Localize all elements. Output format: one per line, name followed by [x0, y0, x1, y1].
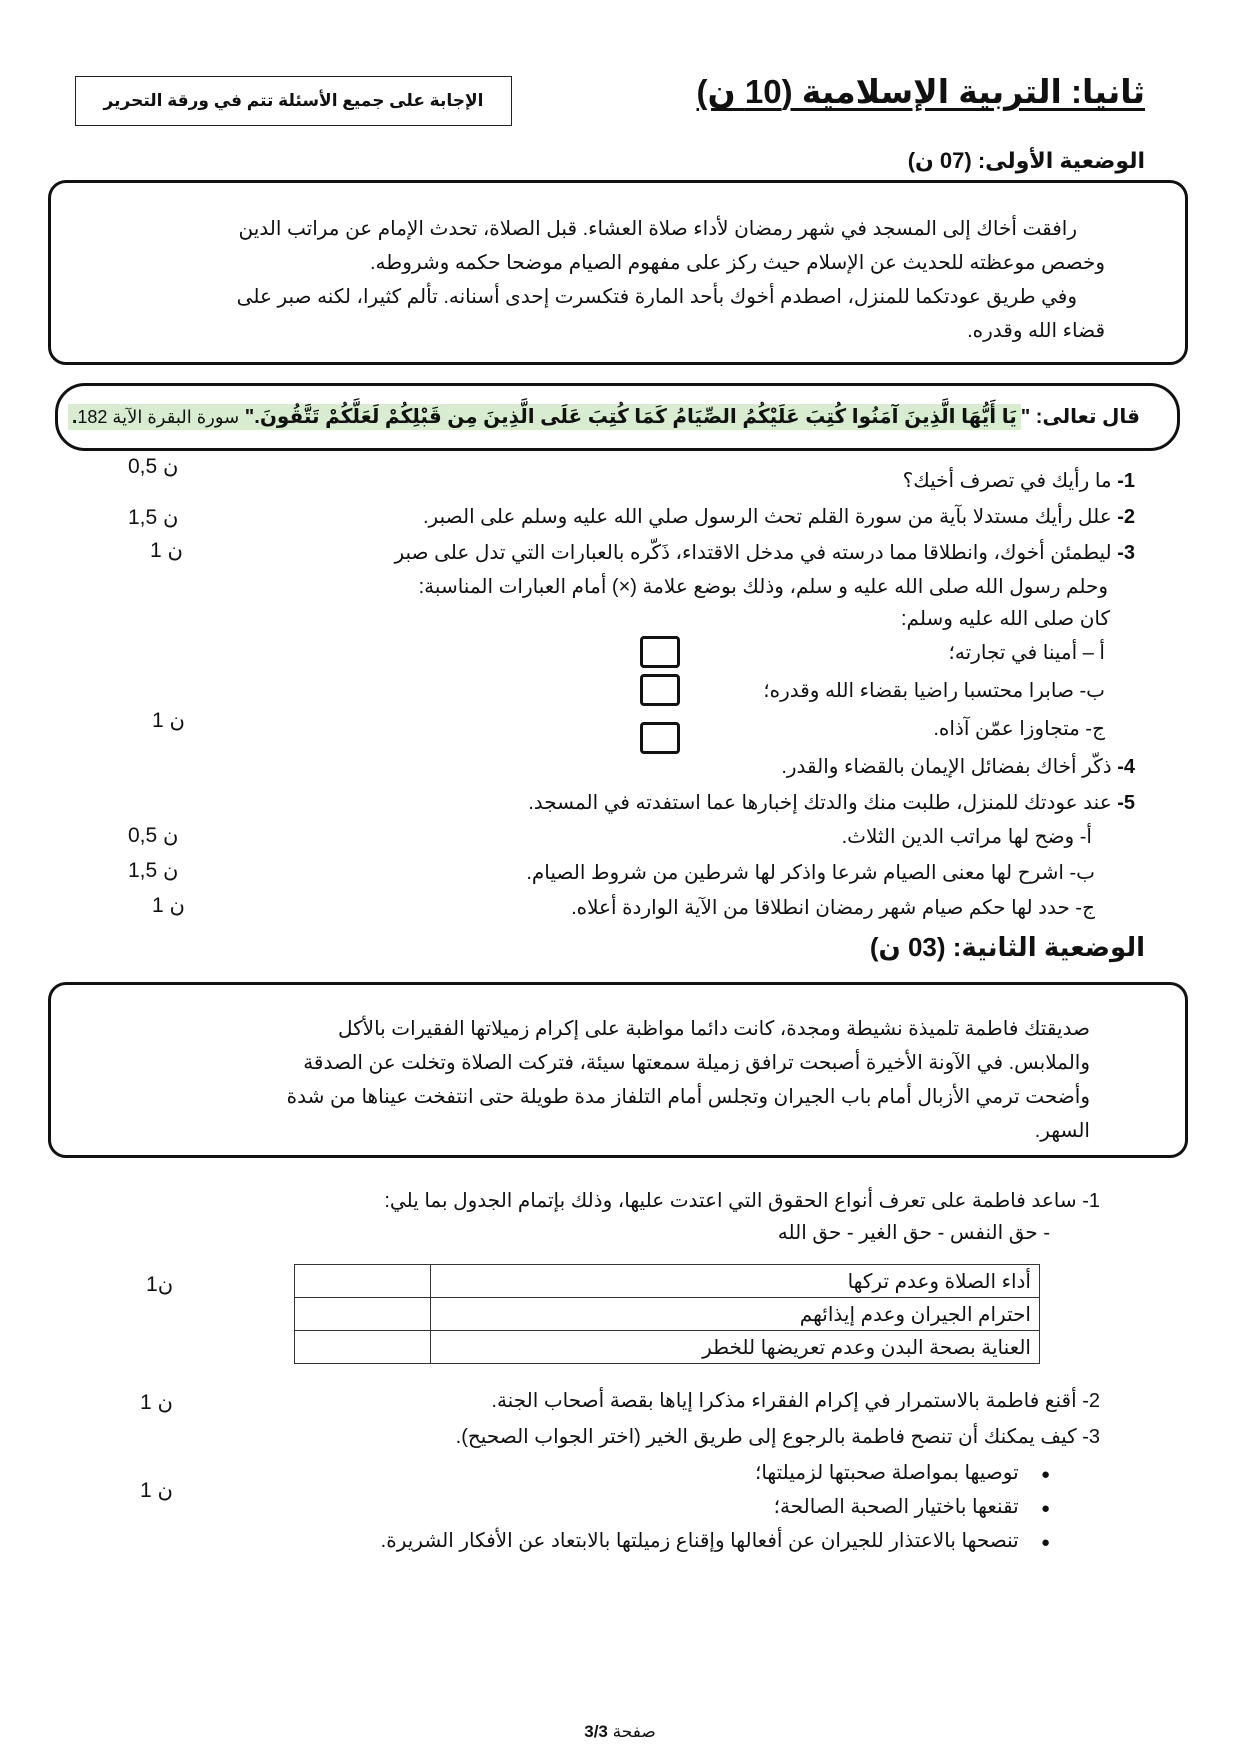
situation2-text: [150, 1012, 1090, 1148]
text-line: وخصص موعظته للحديث عن الإسلام حيث ركز على مفهوم الصيام موضحا حكمه وشروطه.: [370, 252, 1105, 274]
question-3-continued: وحلم رسول الله صلى الله عليه و سلم، وذلك بوضع علامة (×) أمام العبارات المناسبة:: [418, 576, 1108, 598]
text-line: صديقتك فاطمة تلميذة نشيطة ومجدة، كانت دائما مواظبة على إكرام زميلاتها الفقيرات بالأكل: [338, 1018, 1090, 1040]
text-line: وفي طريق عودتكما للمنزل، اصطدم أخوك بأحد المارة فتكسرت إحدى أسنانه. تألم كثيرا، لكنه صبر على: [236, 286, 1077, 308]
score-q3: 1 ن: [150, 539, 183, 562]
score-q5c: 1 ن: [152, 894, 185, 917]
score-q5a: 0,5 ن: [128, 824, 179, 847]
page-title: ثانيا: التربية الإسلامية (10 ن): [696, 73, 1145, 110]
table-row: [295, 1298, 1040, 1331]
page-number: 3/3: [584, 1722, 608, 1741]
bullet-icon: ●: [1040, 1500, 1050, 1517]
table-cell-item: احترام الجيران وعدم إيذائهم: [430, 1298, 1039, 1331]
text-line: وأضحت ترمي الأزبال أمام باب الجيران وتجلس أمام التلفاز مدة طويلة حتى انتفخت عيناها من شدة: [286, 1086, 1090, 1108]
option-b: ب- صابرا محتسبا راضيا بقضاء الله وقدره؛: [763, 680, 1105, 702]
score-q5b: 1,5 ن: [128, 859, 179, 882]
s2-question-3: 3- كيف يمكنك أن تنصح فاطمة بالرجوع إلى طريق الخير (اختر الجواب الصحيح).: [455, 1426, 1100, 1448]
verse-text: يَا أَيُّهَا الَّذِينَ آمَنُوا كُتِبَ عَلَيْكُمُ الصِّيَامُ كَمَا كُتِبَ عَلَى الَّذِينَ مِن قَبْلِكُمْ لَعَلَّكُمْ تَتَّقُونَ.: [254, 406, 1017, 428]
score-s2-q1: 1ن: [146, 1273, 174, 1296]
s2-question-1: 1- ساعد فاطمة على تعرف أنواع الحقوق التي اعتدت عليها، وذلك بإتمام الجدول بما يلي:: [384, 1190, 1100, 1212]
verse-close: ": [239, 406, 255, 428]
bullet-icon: ●: [1040, 1466, 1050, 1483]
situation1-title: الوضعية الأولى: (07 ن): [907, 148, 1145, 173]
choice-2: ● تقنعها باختيار الصحبة الصالحة؛: [773, 1496, 1050, 1518]
text-line: والملابس. في الآونة الأخيرة أصبحت ترافق زميلة سمعتها سيئة، فتركت الصلاة وتخلت عن الصدقة: [303, 1052, 1090, 1074]
question-2: 2- علل رأيك مستدلا بآية من سورة القلم تحث الرسول صلي الله عليه وسلم على الصبر.: [423, 506, 1135, 528]
option-a: أ – أمينا في تجارته؛: [948, 642, 1105, 664]
verse-line: [68, 404, 1140, 429]
table-cell-answer[interactable]: [295, 1265, 431, 1298]
question-5c: ج- حدد لها حكم صيام شهر رمضان انطلاقا من الآية الواردة أعلاه.: [571, 897, 1095, 919]
table-cell-item: أداء الصلاة وعدم تركها: [430, 1265, 1039, 1298]
checkbox-option-c[interactable]: [640, 722, 680, 754]
rights-list: - حق النفس - حق الغير - حق الله: [777, 1222, 1050, 1244]
verse-intro: قال تعالى: ": [1020, 406, 1140, 428]
rights-table: [294, 1264, 1040, 1364]
s2-question-2: 2- أقنع فاطمة بالاستمرار في إكرام الفقراء مذكرا إياها بقصة أصحاب الجنة.: [491, 1390, 1100, 1412]
score-q2: 1,5 ن: [128, 506, 179, 529]
table-cell-answer[interactable]: [295, 1298, 431, 1331]
question-3-stem: كان صلى الله عليه وسلم:: [900, 608, 1110, 630]
score-s2-q2: 1 ن: [140, 1391, 173, 1414]
instruction-note: الإجابة على جميع الأسئلة تتم في ورقة التحرير: [75, 76, 512, 126]
choice-3: ● تنصحها بالاعتذار للجيران عن أفعالها وإقناع زميلتها بالابتعاد عن الأفكار الشريرة.: [380, 1530, 1050, 1552]
table-cell-answer[interactable]: [295, 1331, 431, 1364]
situation2-title: الوضعية الثانية: (03 ن): [869, 932, 1145, 962]
verse-source: سورة البقرة الآية 182: [77, 407, 240, 427]
checkbox-option-b[interactable]: [640, 674, 680, 706]
bullet-icon: ●: [1040, 1534, 1050, 1551]
verse-end: .: [71, 406, 78, 428]
question-4: 4- ذكّر أخاك بفضائل الإيمان بالقضاء والقدر.: [781, 756, 1135, 778]
score-q4: 1 ن: [152, 709, 185, 732]
text-line: رافقت أخاك إلى المسجد في شهر رمضان لأداء صلاة العشاء. قبل الصلاة، تحدث الإمام عن مراتب الدين: [238, 218, 1077, 240]
choice-1: ● توصيها بمواصلة صحبتها لزميلتها؛: [754, 1462, 1050, 1484]
table-cell-item: العناية بصحة البدن وعدم تعريضها للخطر: [430, 1331, 1039, 1364]
checkbox-option-a[interactable]: [640, 636, 680, 668]
text-line: السهر.: [1034, 1120, 1090, 1142]
question-5b: ب- اشرح لها معنى الصيام شرعا واذكر لها شرطين من شروط الصيام.: [526, 862, 1095, 884]
table-row: [295, 1331, 1040, 1364]
situation1-text: [120, 212, 1105, 348]
page-footer: صفحة 3/3: [584, 1722, 656, 1741]
question-5: 5- عند عودتك للمنزل، طلبت منك والدتك إخبارها عما استفدته في المسجد.: [528, 792, 1135, 814]
verse-highlight: [68, 404, 1021, 430]
question-5a: أ- وضح لها مراتب الدين الثلاث.: [841, 826, 1092, 848]
question-3: 3- ليطمئن أخوك، وانطلاقا مما درسته في مدخل الاقتداء، ذَكّره بالعبارات التي تدل على صبر: [394, 542, 1135, 564]
score-s2-q3: 1 ن: [140, 1479, 173, 1502]
table-row: [295, 1265, 1040, 1298]
score-q1: 0,5 ن: [128, 455, 179, 478]
option-c: ج- متجاوزا عمّن آذاه.: [933, 718, 1105, 740]
question-1: 1- ما رأيك في تصرف أخيك؟: [902, 470, 1135, 492]
text-line: قضاء الله وقدره.: [967, 320, 1105, 342]
